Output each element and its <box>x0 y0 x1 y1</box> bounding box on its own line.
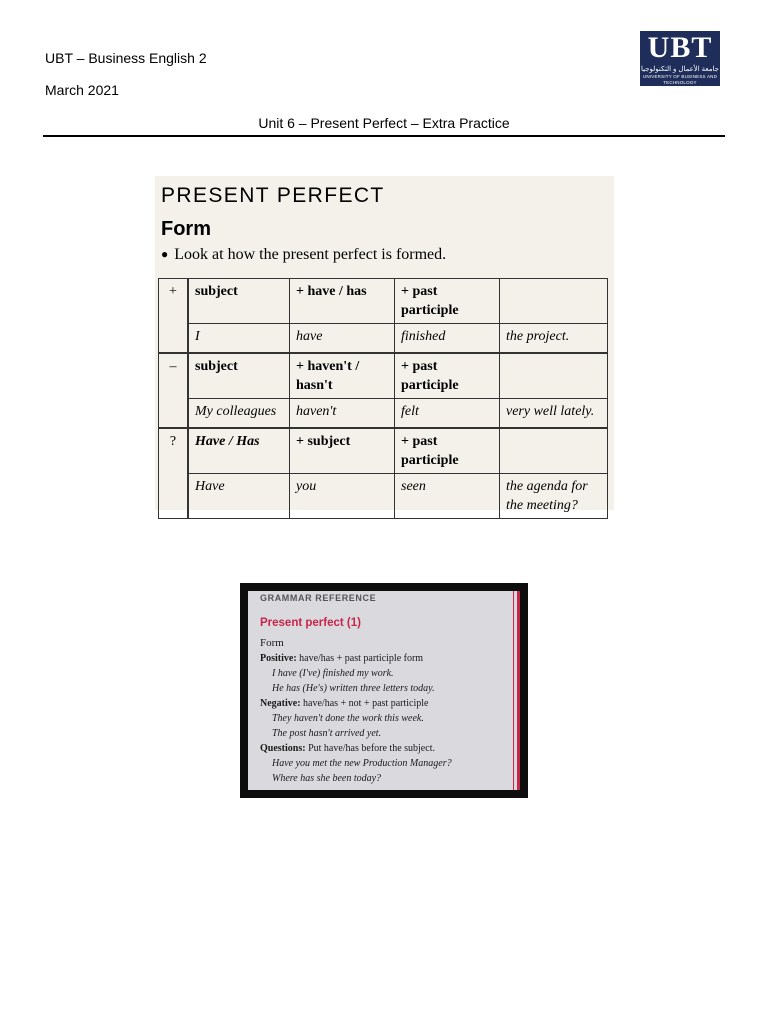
gr-example: I have (I've) finished my work. <box>272 668 394 679</box>
gr-example: Have you met the new Production Manager? <box>272 758 452 769</box>
table-cell: subject <box>188 279 290 324</box>
gr-negative-label: Negative: <box>260 698 301 709</box>
gr-example: They haven't done the work this week. <box>272 713 424 724</box>
gr-positive-rule: have/has + past participle form <box>296 653 424 664</box>
table-cell: + past participle <box>395 353 500 399</box>
table-cell <box>500 428 608 474</box>
table-cell: felt <box>395 399 500 429</box>
sign-minus: – <box>159 353 189 428</box>
table-cell: My colleagues <box>188 399 290 429</box>
unit-title: Unit 6 – Present Perfect – Extra Practice <box>258 115 510 131</box>
table-cell <box>500 353 608 399</box>
gr-example: The post hasn't arrived yet. <box>272 728 382 739</box>
table-cell: you <box>290 474 395 519</box>
gr-questions-label: Questions: <box>260 743 306 754</box>
pp-title: PRESENT PERFECT <box>161 184 385 207</box>
table-cell: seen <box>395 474 500 519</box>
table-cell <box>290 279 395 324</box>
table-cell: + past participle <box>395 428 500 474</box>
table-row <box>159 428 608 474</box>
table-row <box>159 474 608 519</box>
gr-form-label: Form <box>260 637 284 649</box>
gr-questions-rule: Put have/has before the subject. <box>305 743 435 754</box>
table-row <box>159 324 608 354</box>
sign-plus: + <box>159 279 189 354</box>
table-cell: Have <box>188 474 290 519</box>
table-row <box>159 353 608 399</box>
table-cell: + subject <box>290 428 395 474</box>
gr-negative-line <box>260 696 452 711</box>
logo-text: UBT <box>647 31 713 64</box>
table-cell: the agenda for the meeting? <box>500 474 608 519</box>
bullet-icon: ● <box>161 247 169 261</box>
header-course-line <box>45 50 207 66</box>
header-course: Business English 2 <box>88 50 207 66</box>
table-cell: haven't <box>290 399 395 429</box>
form-table <box>158 278 608 519</box>
gr-example: He has (He's) written three letters today. <box>272 683 435 694</box>
table-cell: I <box>188 324 290 354</box>
header-date: March 2021 <box>45 82 119 98</box>
header-divider <box>43 135 725 137</box>
header-dash: – <box>72 50 89 66</box>
pp-subtitle: Form <box>161 218 211 240</box>
table-cell <box>500 279 608 324</box>
table-row <box>159 279 608 324</box>
gr-body <box>260 636 452 786</box>
pp-bullet <box>161 246 446 264</box>
table-cell: + haven't / hasn't <box>290 353 395 399</box>
gr-title: Present perfect (1) <box>260 617 361 629</box>
grammar-reference-figure <box>240 583 528 798</box>
logo-english: UNIVERSITY OF BUSINESS AND TECHNOLOGY <box>642 74 718 85</box>
logo-arabic: جامعة الأعمال و التكنولوجيا <box>640 66 720 73</box>
red-margin-line <box>513 591 514 790</box>
gr-negative-rule: have/has + not + past participle <box>300 698 429 709</box>
cell-text: + have / has <box>296 284 367 299</box>
gr-positive-line <box>260 651 452 666</box>
table-row <box>159 399 608 429</box>
table-cell: finished <box>395 324 500 354</box>
header-org: UBT <box>45 50 73 66</box>
pp-bullet-text: Look at how the present perfect is formed. <box>174 246 447 263</box>
grammar-reference-panel <box>248 591 520 790</box>
gr-positive-label: Positive: <box>260 653 297 664</box>
table-cell: very well lately. <box>500 399 608 429</box>
table-cell: + past participle <box>395 279 500 324</box>
gr-example: Where has she been today? <box>272 773 382 784</box>
gr-questions-line <box>260 741 452 756</box>
table-cell: Have / Has <box>188 428 290 474</box>
sign-question: ? <box>159 428 189 519</box>
ubt-logo <box>640 31 720 86</box>
table-cell: have <box>290 324 395 354</box>
table-cell: subject <box>188 353 290 399</box>
table-cell: the project. <box>500 324 608 354</box>
gr-heading: GRAMMAR REFERENCE <box>260 593 377 603</box>
present-perfect-figure <box>155 176 614 513</box>
